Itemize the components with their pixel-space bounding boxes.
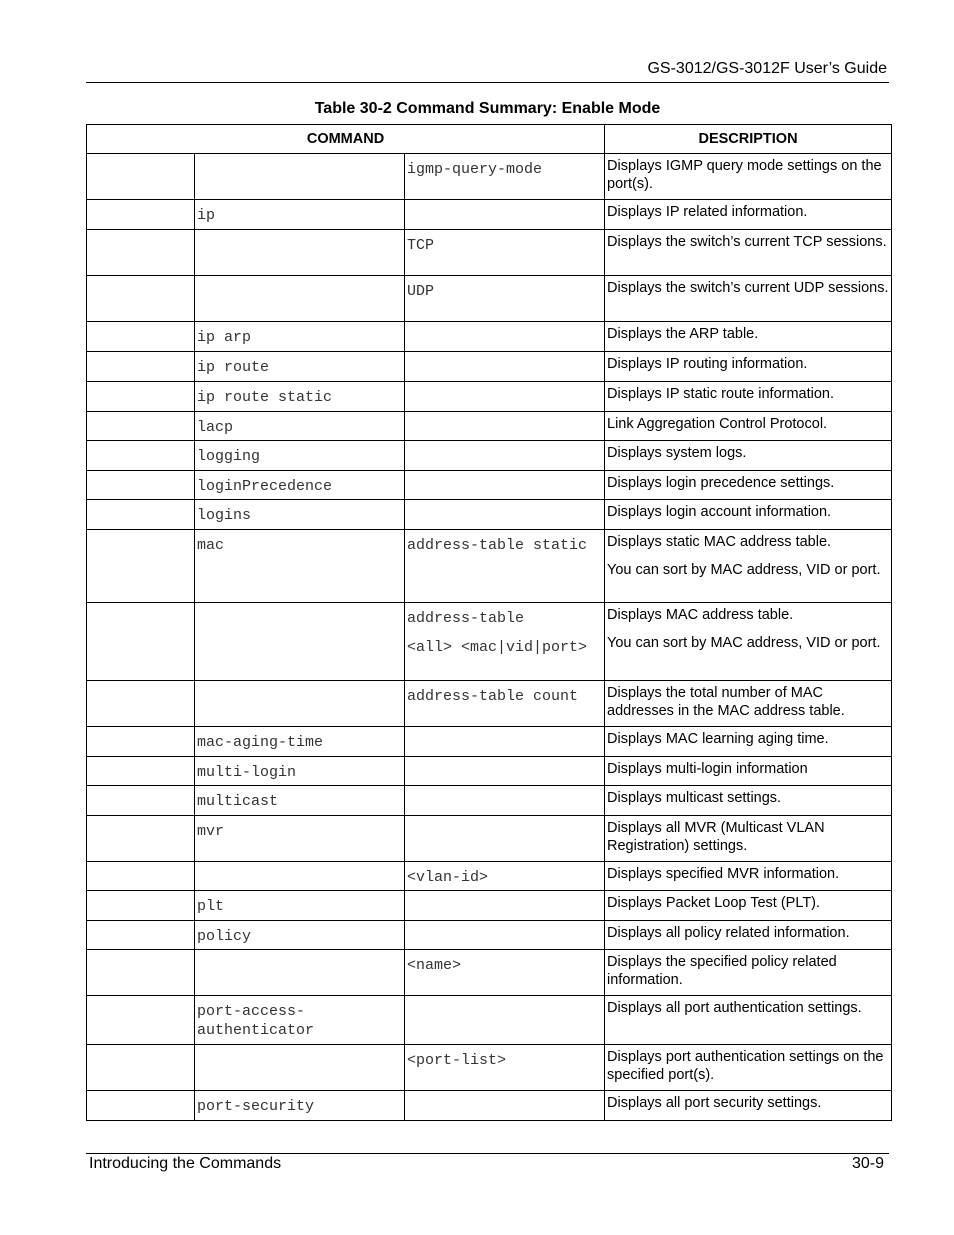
argument-text: UDP bbox=[407, 283, 435, 300]
subcommand-cell: ip route bbox=[195, 352, 405, 382]
argument-cell bbox=[405, 603, 605, 681]
subcommand-cell: mac-aging-time bbox=[195, 727, 405, 757]
description-text: Displays all MVR (Multicast VLAN Registration) settings. bbox=[607, 820, 825, 854]
description-text: Link Aggregation Control Protocol. bbox=[607, 416, 828, 432]
command-cell bbox=[87, 1091, 195, 1121]
argument-cell bbox=[405, 154, 605, 200]
table-row bbox=[87, 500, 892, 530]
command-cell bbox=[87, 276, 195, 322]
argument-cell bbox=[405, 862, 605, 891]
argument-cell bbox=[405, 816, 605, 862]
description-text: Displays the total number of MAC addresses in the MAC address table. bbox=[607, 685, 845, 719]
command-cell bbox=[87, 200, 195, 230]
description-cell bbox=[605, 757, 892, 786]
description-cell bbox=[605, 412, 892, 441]
subcommand-cell: logins bbox=[195, 500, 405, 530]
subcommand-cell: multicast bbox=[195, 786, 405, 816]
subcommand-cell bbox=[195, 230, 405, 276]
subcommand-cell bbox=[195, 681, 405, 727]
description-text: Displays MAC address table. bbox=[607, 607, 794, 623]
table-row bbox=[87, 950, 892, 996]
command-cell bbox=[87, 154, 195, 200]
argument-cell bbox=[405, 352, 605, 382]
argument-text: address-table count bbox=[407, 688, 579, 705]
command-cell bbox=[87, 471, 195, 500]
table-row bbox=[87, 816, 892, 862]
command-cell bbox=[87, 530, 195, 603]
argument-cell bbox=[405, 200, 605, 230]
page-number: 30-9 bbox=[851, 1155, 884, 1172]
subcommand-cell: port-access-authenticator bbox=[195, 996, 405, 1045]
argument-text: address-table static bbox=[407, 537, 588, 554]
table-row bbox=[87, 1091, 892, 1121]
argument-cell bbox=[405, 950, 605, 996]
footer-rule bbox=[86, 1153, 889, 1154]
subcommand-cell: plt bbox=[195, 891, 405, 921]
command-cell bbox=[87, 382, 195, 412]
table-row bbox=[87, 276, 892, 322]
table-row bbox=[87, 530, 892, 603]
description-text: You can sort by MAC address, VID or port. bbox=[607, 634, 881, 651]
description-cell bbox=[605, 352, 892, 382]
subcommand-cell bbox=[195, 862, 405, 891]
subcommand-cell: ip bbox=[195, 200, 405, 230]
table-header-row bbox=[87, 125, 892, 154]
argument-text: <vlan-id> bbox=[407, 869, 489, 886]
table-row bbox=[87, 471, 892, 500]
table-row bbox=[87, 441, 892, 471]
table-row bbox=[87, 352, 892, 382]
command-cell bbox=[87, 681, 195, 727]
argument-text: <port-list> bbox=[407, 1052, 507, 1069]
description-cell bbox=[605, 322, 892, 352]
table-row bbox=[87, 786, 892, 816]
argument-cell bbox=[405, 921, 605, 950]
description-text: Displays all policy related information. bbox=[607, 925, 850, 941]
subcommand-cell: logging bbox=[195, 441, 405, 471]
subcommand-cell bbox=[195, 154, 405, 200]
table-row bbox=[87, 757, 892, 786]
command-cell bbox=[87, 352, 195, 382]
command-cell bbox=[87, 862, 195, 891]
argument-cell bbox=[405, 530, 605, 603]
subcommand-cell: port-security bbox=[195, 1091, 405, 1121]
table-row bbox=[87, 412, 892, 441]
command-cell bbox=[87, 1045, 195, 1091]
description-cell bbox=[605, 862, 892, 891]
subcommand-cell bbox=[195, 950, 405, 996]
argument-text: <name> bbox=[407, 957, 462, 974]
command-cell bbox=[87, 816, 195, 862]
description-cell bbox=[605, 681, 892, 727]
description-cell bbox=[605, 441, 892, 471]
description-cell bbox=[605, 1091, 892, 1121]
description-cell bbox=[605, 154, 892, 200]
command-cell bbox=[87, 322, 195, 352]
command-cell bbox=[87, 996, 195, 1045]
command-cell bbox=[87, 891, 195, 921]
description-cell bbox=[605, 950, 892, 996]
description-cell bbox=[605, 200, 892, 230]
description-cell bbox=[605, 603, 892, 681]
description-text: Displays MAC learning aging time. bbox=[607, 731, 829, 747]
description-cell bbox=[605, 786, 892, 816]
table-row bbox=[87, 996, 892, 1045]
subcommand-cell: mac bbox=[195, 530, 405, 603]
subcommand-cell: ip route static bbox=[195, 382, 405, 412]
description-text: Displays multicast settings. bbox=[607, 790, 782, 806]
description-text: You can sort by MAC address, VID or port. bbox=[607, 561, 881, 578]
subcommand-cell: multi-login bbox=[195, 757, 405, 786]
description-cell bbox=[605, 891, 892, 921]
command-cell bbox=[87, 441, 195, 471]
subcommand-cell bbox=[195, 1045, 405, 1091]
description-cell bbox=[605, 727, 892, 757]
description-cell bbox=[605, 1045, 892, 1091]
description-text: Displays IP static route information. bbox=[607, 386, 835, 402]
description-text: Displays static MAC address table. bbox=[607, 534, 832, 550]
description-text: Displays the ARP table. bbox=[607, 326, 759, 342]
argument-text: address-table bbox=[407, 610, 525, 627]
argument-cell bbox=[405, 786, 605, 816]
running-header: GS-3012/GS-3012F User’s Guide bbox=[647, 60, 887, 77]
command-cell bbox=[87, 950, 195, 996]
argument-cell bbox=[405, 471, 605, 500]
argument-cell bbox=[405, 1045, 605, 1091]
description-cell bbox=[605, 382, 892, 412]
table-row bbox=[87, 154, 892, 200]
argument-cell bbox=[405, 322, 605, 352]
argument-cell bbox=[405, 727, 605, 757]
footer-section-title: Introducing the Commands bbox=[89, 1155, 282, 1172]
command-summary-table bbox=[86, 124, 892, 1121]
argument-cell bbox=[405, 500, 605, 530]
argument-cell bbox=[405, 441, 605, 471]
argument-cell bbox=[405, 230, 605, 276]
table-row bbox=[87, 382, 892, 412]
table-row bbox=[87, 230, 892, 276]
subcommand-cell bbox=[195, 603, 405, 681]
argument-text: igmp-query-mode bbox=[407, 161, 543, 178]
description-text: Displays multi-login information bbox=[607, 761, 808, 777]
command-cell bbox=[87, 500, 195, 530]
argument-cell bbox=[405, 382, 605, 412]
table-row bbox=[87, 727, 892, 757]
command-cell bbox=[87, 921, 195, 950]
description-text: Displays IGMP query mode settings on the port(s). bbox=[607, 158, 882, 192]
table-row bbox=[87, 862, 892, 891]
description-cell bbox=[605, 500, 892, 530]
table-body bbox=[87, 154, 892, 1121]
command-cell bbox=[87, 230, 195, 276]
description-cell bbox=[605, 276, 892, 322]
description-cell bbox=[605, 921, 892, 950]
subcommand-cell bbox=[195, 276, 405, 322]
subcommand-cell: policy bbox=[195, 921, 405, 950]
description-text: Displays Packet Loop Test (PLT). bbox=[607, 895, 821, 911]
argument-text: <all> <mac|vid|port> bbox=[407, 639, 588, 656]
command-cell bbox=[87, 786, 195, 816]
description-text: Displays system logs. bbox=[607, 445, 747, 461]
description-text: Displays IP related information. bbox=[607, 204, 808, 220]
description-cell bbox=[605, 471, 892, 500]
description-cell bbox=[605, 996, 892, 1045]
argument-cell bbox=[405, 891, 605, 921]
description-text: Displays IP routing information. bbox=[607, 356, 808, 372]
argument-cell bbox=[405, 276, 605, 322]
table-caption: Table 30-2 Command Summary: Enable Mode bbox=[314, 100, 661, 117]
table-row bbox=[87, 891, 892, 921]
description-text: Displays specified MVR information. bbox=[607, 866, 840, 882]
argument-text: TCP bbox=[407, 237, 435, 254]
description-cell bbox=[605, 530, 892, 603]
argument-cell bbox=[405, 996, 605, 1045]
command-cell bbox=[87, 757, 195, 786]
command-cell bbox=[87, 412, 195, 441]
subcommand-cell: mvr bbox=[195, 816, 405, 862]
argument-cell bbox=[405, 412, 605, 441]
description-text: Displays the specified policy related information. bbox=[607, 954, 837, 988]
command-cell bbox=[87, 727, 195, 757]
argument-cell bbox=[405, 681, 605, 727]
table-row bbox=[87, 681, 892, 727]
argument-cell bbox=[405, 1091, 605, 1121]
description-text: Displays port authentication settings on the specified port(s). bbox=[607, 1049, 884, 1083]
table-row bbox=[87, 322, 892, 352]
description-text: Displays the switch’s current UDP sessions. bbox=[607, 280, 889, 296]
subcommand-cell: ip arp bbox=[195, 322, 405, 352]
subcommand-cell: loginPrecedence bbox=[195, 471, 405, 500]
description-text: Displays all port authentication settings. bbox=[607, 1000, 862, 1016]
table-row bbox=[87, 1045, 892, 1091]
header-rule bbox=[86, 82, 889, 83]
command-column-header: COMMAND bbox=[87, 125, 605, 154]
description-cell bbox=[605, 230, 892, 276]
table-row bbox=[87, 603, 892, 681]
description-text: Displays login precedence settings. bbox=[607, 475, 835, 491]
description-text: Displays login account information. bbox=[607, 504, 832, 520]
subcommand-cell: lacp bbox=[195, 412, 405, 441]
command-cell bbox=[87, 603, 195, 681]
description-text: Displays all port security settings. bbox=[607, 1095, 822, 1111]
table-row bbox=[87, 921, 892, 950]
table-row bbox=[87, 200, 892, 230]
description-text: Displays the switch’s current TCP sessions. bbox=[607, 234, 887, 250]
description-cell bbox=[605, 816, 892, 862]
argument-cell bbox=[405, 757, 605, 786]
description-column-header: DESCRIPTION bbox=[605, 125, 892, 154]
